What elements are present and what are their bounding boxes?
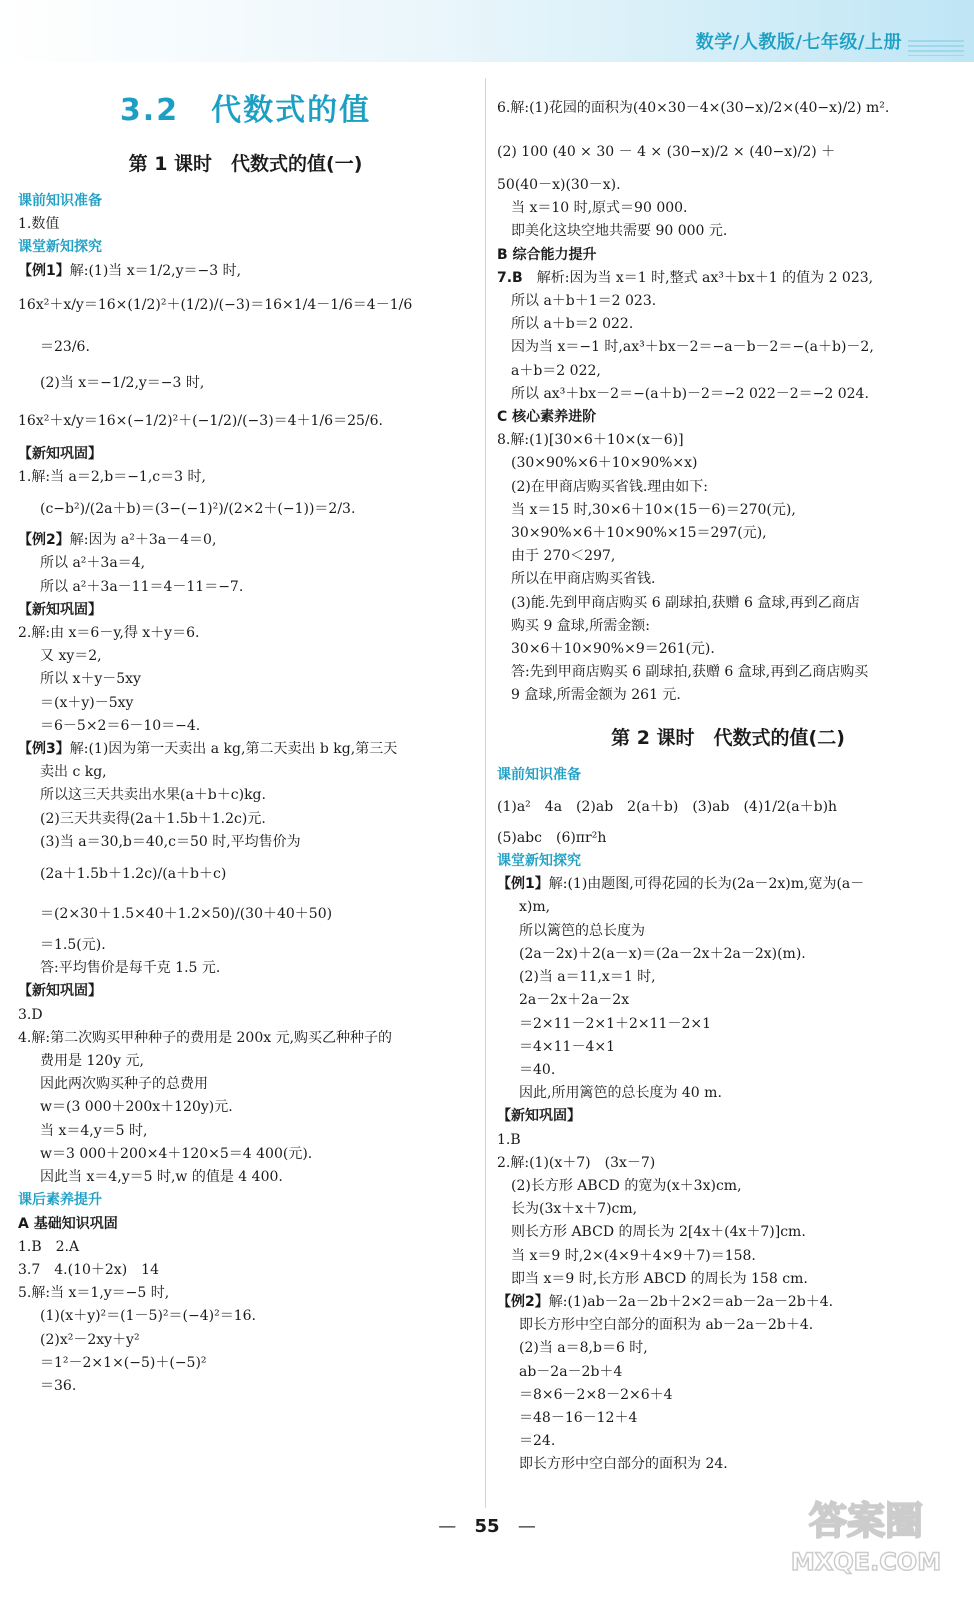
answer-line: [497, 1221, 959, 1244]
subsection-heading: [497, 764, 959, 787]
answer-line: [18, 957, 473, 980]
section-title: 3.2 代数式的值: [119, 93, 372, 128]
line-text: (2)当 x＝−1/2,y＝−3 时,: [40, 374, 205, 391]
line-text: (2)当 a＝8,b＝6 时,: [519, 1340, 648, 1357]
answer-line: [18, 1282, 473, 1305]
line-text: 费用是 120y 元,: [40, 1053, 144, 1070]
watermark-text: 答案圈: [808, 1499, 924, 1543]
answer-line: [497, 86, 959, 130]
line-text: 当 x＝10 时,原式＝90 000.: [511, 200, 688, 217]
answer-line: [18, 327, 473, 367]
line-text: 【新知巩固】: [18, 445, 102, 462]
answer-line: [497, 1384, 959, 1407]
page-number: 55: [474, 1516, 500, 1537]
line-text: 【新知巩固】: [18, 983, 102, 1000]
line-text: 解析:因为当 x＝1 时,整式 ax³＋bx＋1 的值为 2 023,: [522, 269, 874, 286]
answer-line: [497, 1129, 959, 1152]
answer-line: [497, 1198, 959, 1221]
line-text: 6.解:(1)花园的面积为(40×30－4×(30−x)/2×(40−x)/2) m².: [497, 100, 890, 116]
line-text: 因此,所用篱笆的总长度为 40 m.: [519, 1085, 722, 1102]
line-text: 因为当 x＝−1 时,ax³＋bx－2＝−a－b－2＝−(a＋b)－2,: [511, 339, 874, 356]
answer-line: [18, 1120, 473, 1143]
answer-line: [497, 452, 959, 475]
answer-line: [18, 1329, 473, 1352]
line-text: 购买 9 盒球,所需金额:: [511, 617, 650, 634]
answer-line: [18, 784, 473, 807]
answer-line: [497, 1013, 959, 1036]
answer-line: [18, 529, 473, 552]
watermark-url: MXQE.COM: [790, 1548, 942, 1576]
subsection-heading: [18, 236, 473, 259]
line-text: 又 xy＝2,: [40, 648, 102, 665]
line-text: (2)三天共卖得(2a＋1.5b＋1.2c)元.: [40, 810, 266, 827]
running-header: 数学/人教版/七年级/上册: [695, 32, 902, 53]
line-text: w＝(3 000＋200x＋120y)元.: [40, 1099, 233, 1116]
answer-line: [18, 466, 473, 489]
right-answer-lines-bottom: [497, 764, 959, 1477]
line-text: x)m,: [519, 899, 551, 916]
answer-line: [18, 1096, 473, 1119]
line-text: (1)(x＋y)²＝(1－5)²＝(−4)²＝16.: [40, 1308, 256, 1325]
line-text: 当 x＝4,y＝5 时,: [40, 1122, 148, 1139]
line-text: (2)当 a＝11,x＝1 时,: [519, 969, 656, 986]
answer-line: [18, 1027, 473, 1050]
answer-line: [18, 283, 473, 327]
line-text: 16x²＋x/y＝16×(−1/2)²＋(−1/2)/(−3)＝4＋1/6＝25/6.: [18, 412, 383, 429]
line-text: (1)a² 4a (2)ab 2(a＋b) (3)ab (4)1/2(a＋b)h: [497, 798, 838, 815]
answer-line: [18, 934, 473, 957]
line-text: ＝36.: [40, 1377, 77, 1394]
line-text: (2) 100 (40 × 30 － 4 × (30−x)/2 × (40−x)/2) ＋: [497, 144, 836, 160]
line-text: 【新知巩固】: [18, 601, 102, 618]
line-text: ＝23/6.: [40, 338, 90, 355]
answer-line: [497, 787, 959, 827]
answer-line: [497, 290, 959, 313]
answer-line: [497, 545, 959, 568]
answer-line: [18, 715, 473, 738]
answer-line: [497, 267, 959, 290]
lesson-title-2: 第 2 课时 代数式的值(二): [611, 726, 845, 749]
line-text: 即长方形中空白部分的面积为 ab－2a－2b＋4.: [519, 1317, 814, 1334]
line-text: (c−b²)/(2a＋b)＝(3−(−1)²)/(2×2＋(−1))＝2/3.: [40, 501, 356, 518]
answer-line: [497, 1152, 959, 1175]
line-text: ＝2×11－2×1＋2×11－2×1: [519, 1015, 711, 1032]
consolidation-heading: [18, 443, 473, 466]
answer-line: [18, 1375, 473, 1398]
line-text: (2)长方形 ABCD 的宽为(x＋3x)cm,: [511, 1177, 742, 1194]
line-text: ＝1.5(元).: [40, 937, 106, 954]
answer-line: [497, 661, 959, 684]
line-text: 答:先到甲商店购买 6 副球拍,获赠 6 盒球,再到乙商店购买: [511, 664, 869, 681]
answer-line: [18, 645, 473, 668]
answer-line: [18, 1073, 473, 1096]
line-text: 3.D: [18, 1006, 43, 1023]
line-text: ＝6－5×2＝6－10＝−4.: [40, 717, 201, 734]
line-text: 解:(1)由题图,可得花园的长为(2a－2x)m,宽为(a－: [548, 876, 865, 893]
subsection-heading: [497, 850, 959, 873]
line-text: 即美化这块空地共需要 90 000 元.: [511, 223, 728, 240]
answer-line: [18, 622, 473, 645]
answer-line: [18, 761, 473, 784]
answer-line: [18, 668, 473, 691]
line-text: ＝40.: [519, 1061, 556, 1078]
line-text: ＝4×11－4×1: [519, 1038, 615, 1055]
line-text: 课堂新知探究: [18, 239, 102, 256]
line-text: 解:(1)当 x＝1/2,y＝−3 时,: [69, 262, 242, 279]
answer-line: [497, 1082, 959, 1105]
answer-line: [497, 896, 959, 919]
answer-line: [18, 260, 473, 283]
line-text: 1.数值: [18, 216, 60, 233]
line-text: a＋b＝2 022,: [511, 362, 601, 379]
footer-dash-right: —: [517, 1516, 536, 1537]
line-text: (2a＋1.5b＋1.2c)/(a＋b＋c): [40, 866, 227, 883]
subsection-heading: [18, 1189, 473, 1212]
line-text: w＝3 000＋200×4＋120×5＝4 400(元).: [40, 1145, 313, 1162]
right-column: [497, 86, 959, 1477]
example-tag: 【例1】: [497, 876, 549, 893]
line-text: 3.7 4.(10＋2x) 14: [18, 1261, 159, 1278]
answer-line: [497, 130, 959, 174]
answer-line: [18, 367, 473, 399]
answer-line: [497, 313, 959, 336]
line-text: ab－2a－2b＋4: [519, 1363, 623, 1380]
line-text: 所以 a²＋3a－11＝4－11＝−7.: [40, 578, 244, 595]
answer-line: [18, 213, 473, 236]
example-tag: 【例3】: [18, 741, 70, 758]
consolidation-heading: [18, 599, 473, 622]
answer-line: [18, 1166, 473, 1189]
answer-line: [18, 576, 473, 599]
left-column: [18, 86, 473, 1398]
line-text: (2)在甲商店购买省钱.理由如下:: [511, 478, 708, 495]
line-text: 所以 a＋b＋1＝2 023.: [511, 293, 657, 310]
answer-line: [497, 1059, 959, 1082]
subsection-heading: [18, 190, 473, 213]
line-text: (2a－2x)＋2(a－x)＝(2a－2x＋2a－2x)(m).: [519, 945, 806, 962]
consolidation-heading: [18, 980, 473, 1003]
answer-line: [497, 615, 959, 638]
consolidation-heading: [497, 1105, 959, 1128]
line-text: B 综合能力提升: [497, 246, 597, 263]
answer-line: [497, 1430, 959, 1453]
line-text: 解:因为 a²＋3a－4＝0,: [69, 532, 217, 549]
line-text: 则长方形 ABCD 的周长为 2[4x＋(4x＋7)]cm.: [511, 1224, 806, 1241]
example-tag: 【例2】: [18, 532, 70, 549]
watermark-logo: [782, 1484, 950, 1580]
answer-line: [18, 831, 473, 854]
answer-line: [18, 1236, 473, 1259]
footer-dash-left: —: [438, 1516, 457, 1537]
answer-line: [497, 966, 959, 989]
level-heading: [497, 406, 959, 429]
answer-line: [497, 429, 959, 452]
example-tag: 7.B: [497, 269, 523, 286]
answer-line: [497, 1314, 959, 1337]
answer-line: [497, 592, 959, 615]
answer-line: [497, 360, 959, 383]
answer-line: [497, 1245, 959, 1268]
line-text: 因此两次购买种子的总费用: [40, 1076, 208, 1093]
answer-line: [497, 873, 959, 896]
answer-line: [497, 1175, 959, 1198]
line-text: 长为(3x＋x＋7)cm,: [511, 1201, 638, 1218]
line-text: 课前知识准备: [18, 193, 102, 209]
line-text: 8.解:(1)[30×6＋10×(x－6)]: [497, 432, 684, 449]
line-text: 课前知识准备: [497, 766, 581, 783]
line-text: ＝24.: [519, 1433, 556, 1450]
answer-line: [497, 1268, 959, 1291]
line-text: (5)abc (6)πr²h: [497, 829, 607, 846]
answer-line: [497, 499, 959, 522]
answer-line: [497, 1337, 959, 1360]
line-text: 9 盒球,所需金额为 261 元.: [511, 687, 681, 704]
header-stripes-decoration: [908, 40, 964, 56]
answer-line: [18, 489, 473, 529]
line-text: 1.解:当 a＝2,b＝−1,c＝3 时,: [18, 469, 206, 486]
line-text: ＝48－16－12＋4: [519, 1409, 638, 1426]
answer-line: [497, 476, 959, 499]
line-text: 因此当 x＝4,y＝5 时,w 的值是 4 400.: [40, 1169, 283, 1186]
answer-line: [18, 1143, 473, 1166]
lesson-title-1: 第 1 课时 代数式的值(一): [128, 153, 363, 175]
answer-line: [18, 692, 473, 715]
line-text: 30×90%×6＋10×90%×15＝297(元),: [511, 525, 767, 542]
answer-line: [497, 522, 959, 545]
line-text: 4.解:第二次购买甲种种子的费用是 200x 元,购买乙种种子的: [18, 1029, 393, 1046]
line-text: 1.B: [497, 1131, 521, 1148]
answer-line: [497, 920, 959, 943]
line-text: 所以 ax³＋bx－2＝−(a＋b)－2＝−2 022－2＝−2 024.: [511, 385, 869, 402]
line-text: (3)当 a＝30,b＝40,c＝50 时,平均售价为: [40, 833, 301, 850]
answer-line: [497, 943, 959, 966]
line-text: 当 x＝9 时,2×(4×9＋4×9＋7)＝158.: [511, 1247, 756, 1264]
answer-line: [18, 854, 473, 894]
line-text: 即当 x＝9 时,长方形 ABCD 的周长为 158 cm.: [511, 1270, 808, 1287]
answer-line: [497, 568, 959, 591]
line-text: 答:平均售价是每千克 1.5 元.: [40, 960, 221, 977]
answer-line: [18, 894, 473, 934]
line-text: 解:(1)因为第一天卖出 a kg,第二天卖出 b kg,第三天: [69, 741, 398, 758]
line-text: 50(40－x)(30－x).: [497, 177, 621, 193]
line-text: 16x²＋x/y＝16×(1/2)²＋(1/2)/(−3)＝16×1/4－1/6＝4－1/6: [18, 296, 413, 313]
left-answer-lines: [18, 190, 473, 1398]
line-text: 由于 270＜297,: [511, 548, 616, 565]
answer-line: [497, 197, 959, 220]
line-text: 【新知巩固】: [497, 1108, 581, 1125]
line-text: (30×90%×6＋10×90%×x): [511, 455, 698, 472]
line-text: A 基础知识巩固: [18, 1215, 118, 1232]
line-text: 2a－2x＋2a－2x: [519, 992, 630, 1009]
answer-line: [497, 336, 959, 359]
answer-line: [18, 1305, 473, 1328]
answer-line: [18, 738, 473, 761]
answer-line: [497, 638, 959, 661]
answer-line: [18, 808, 473, 831]
line-text: 所以 a²＋3a＝4,: [40, 555, 146, 572]
answer-line: [497, 684, 959, 707]
line-text: (3)能.先到甲商店购买 6 副球拍,获赠 6 盒球,再到乙商店: [511, 594, 860, 611]
line-text: 所以在甲商店购买省钱.: [511, 571, 656, 588]
line-text: ＝(2×30＋1.5×40＋1.2×50)/(30＋40＋50): [40, 906, 333, 923]
answer-line: [497, 174, 959, 197]
line-text: 1.B 2.A: [18, 1238, 80, 1255]
line-text: ＝1²－2×1×(−5)＋(−5)²: [40, 1354, 207, 1371]
answer-line: [497, 1291, 959, 1314]
answer-line: [497, 1407, 959, 1430]
answer-line: [18, 1352, 473, 1375]
line-text: 所以 a＋b＝2 022.: [511, 316, 634, 333]
answer-line: [497, 1361, 959, 1384]
answer-line: [18, 552, 473, 575]
level-heading: [18, 1213, 473, 1236]
answer-line: [18, 1050, 473, 1073]
line-text: ＝8×6－2×8－2×6＋4: [519, 1386, 673, 1403]
answer-line: [18, 1259, 473, 1282]
line-text: 所以篱笆的总长度为: [519, 922, 645, 939]
line-text: 5.解:当 x＝1,y＝−5 时,: [18, 1285, 170, 1302]
line-text: 30×6＋10×90%×9＝261(元).: [511, 641, 715, 658]
answer-line: [497, 989, 959, 1012]
answer-line: [497, 1453, 959, 1476]
answer-line: [18, 1004, 473, 1027]
line-text: 即长方形中空白部分的面积为 24.: [519, 1456, 728, 1473]
line-text: (2)x²－2xy＋y²: [40, 1331, 140, 1348]
answer-line: [497, 383, 959, 406]
right-answer-lines-top: [497, 86, 959, 708]
line-text: 卖出 c kg,: [40, 764, 107, 781]
line-text: 2.解:由 x＝6－y,得 x＋y＝6.: [18, 625, 200, 642]
line-text: 课后素养提升: [18, 1192, 102, 1209]
line-text: C 核心素养进阶: [497, 409, 597, 426]
line-text: 当 x＝15 时,30×6＋10×(15－6)＝270(元),: [511, 501, 796, 518]
line-text: 所以 x＋y－5xy: [40, 671, 141, 688]
example-tag: 【例2】: [497, 1293, 549, 1310]
answer-line: [18, 399, 473, 443]
line-text: ＝(x＋y)－5xy: [40, 694, 134, 711]
example-tag: 【例1】: [18, 262, 70, 279]
line-text: 课堂新知探究: [497, 853, 581, 870]
line-text: 解:(1)ab－2a－2b＋2×2＝ab－2a－2b＋4.: [548, 1293, 834, 1310]
answer-line: [497, 220, 959, 243]
line-text: 2.解:(1)(x＋7) (3x－7): [497, 1154, 656, 1171]
level-heading: [497, 244, 959, 267]
line-text: 所以这三天共卖出水果(a＋b＋c)kg.: [40, 787, 266, 804]
answer-line: [497, 1036, 959, 1059]
column-divider: [485, 78, 486, 1508]
answer-line: [497, 827, 959, 850]
